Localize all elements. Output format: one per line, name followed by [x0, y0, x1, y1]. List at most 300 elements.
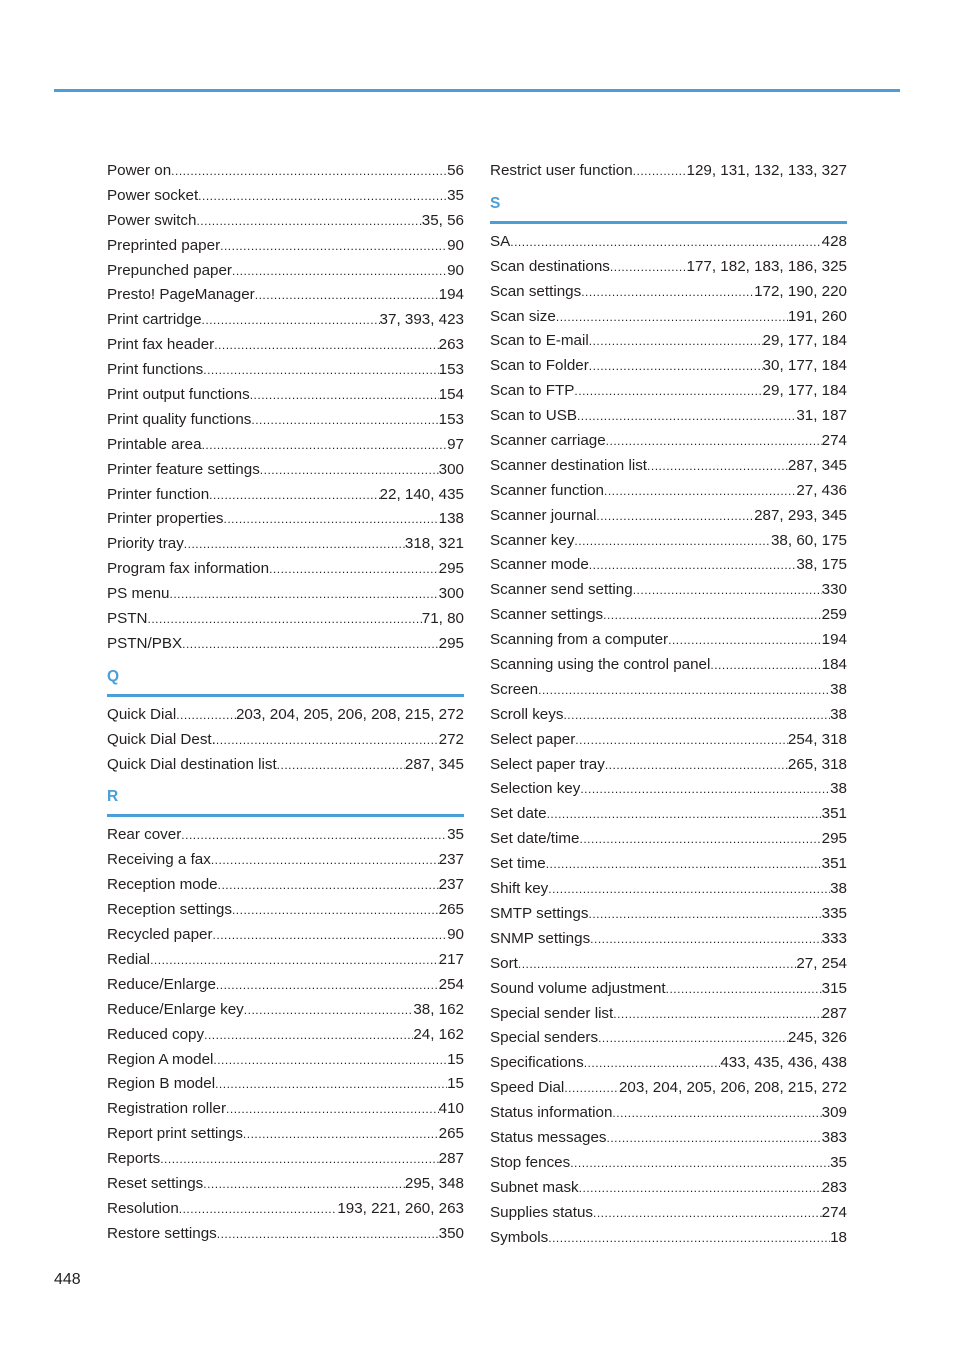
- index-entry: [107, 458, 464, 483]
- index-term: Power socket: [107, 186, 199, 204]
- index-page-refs: 56: [447, 162, 464, 179]
- index-column-left: [107, 159, 464, 1247]
- index-term: Select paper: [490, 730, 576, 748]
- index-term: Status information: [490, 1104, 613, 1122]
- dot-leader: [606, 429, 822, 454]
- index-page-refs: 38: [830, 880, 847, 898]
- index-term: SMTP settings: [490, 904, 589, 922]
- index-entry: [490, 952, 847, 977]
- index-term: Scanner mode: [490, 556, 589, 574]
- dot-leader: [647, 454, 788, 479]
- index-entry: [107, 728, 464, 753]
- index-entry: [107, 333, 464, 358]
- dot-leader: [710, 653, 821, 678]
- index-term: Set date/time: [490, 830, 580, 848]
- index-term: Scanner carriage: [490, 432, 606, 450]
- dot-leader: [598, 1026, 788, 1051]
- dot-leader: [604, 479, 796, 504]
- dot-leader: [184, 532, 405, 557]
- index-entry: [107, 483, 464, 508]
- index-page-refs: 15: [447, 1050, 464, 1068]
- index-term: Redial: [107, 950, 151, 968]
- index-entry: [490, 255, 847, 280]
- index-page-refs: 254: [438, 975, 464, 993]
- dot-leader: [548, 1226, 830, 1251]
- index-entry: [490, 429, 847, 454]
- dot-leader: [171, 159, 447, 184]
- index-page-refs: 35: [447, 826, 464, 844]
- index-entry: [490, 927, 847, 952]
- index-page-refs: 29, 177, 184: [762, 382, 847, 400]
- index-entry: [490, 479, 847, 504]
- index-entry: [107, 308, 464, 333]
- dot-leader: [218, 873, 439, 898]
- index-entry: [490, 653, 847, 678]
- index-page-refs: 274: [821, 1203, 847, 1221]
- dot-leader: [216, 728, 439, 753]
- index-page-refs: 315: [821, 979, 847, 997]
- index-term: Reports: [107, 1150, 161, 1168]
- index-page-refs: 191, 260: [787, 307, 847, 325]
- index-term: Set date: [490, 805, 547, 823]
- index-page-refs: 193, 221, 260, 263: [337, 1199, 464, 1217]
- index-entry: [107, 507, 464, 532]
- dot-leader: [243, 1122, 439, 1147]
- index-entry: [107, 998, 464, 1023]
- index-entry: [107, 582, 464, 607]
- dot-leader: [589, 553, 797, 578]
- index-page-refs: 35: [447, 186, 464, 204]
- dot-leader: [612, 1101, 821, 1126]
- dot-leader: [570, 1151, 830, 1176]
- index-group-s: [490, 230, 847, 1251]
- index-entry: [107, 1172, 464, 1197]
- index-group-p: [107, 159, 464, 657]
- dot-leader: [215, 1072, 447, 1097]
- index-entry: [490, 852, 847, 877]
- index-group-r: [107, 823, 464, 1246]
- dot-leader: [633, 578, 822, 603]
- index-term: Printable area: [107, 435, 202, 453]
- index-page-refs: 217: [438, 950, 464, 968]
- dot-leader: [244, 998, 414, 1023]
- index-term: Scanner journal: [490, 506, 597, 524]
- index-entry: [490, 1051, 847, 1076]
- index-entry: [490, 280, 847, 305]
- index-entry: [490, 1076, 847, 1101]
- index-entry: [490, 1226, 847, 1251]
- index-term: PS menu: [107, 585, 170, 603]
- index-page-refs: 184: [821, 656, 847, 674]
- index-term: Restrict user function: [490, 162, 633, 179]
- index-page-refs: 263: [438, 336, 464, 354]
- index-term: Sort: [490, 954, 518, 972]
- dot-leader: [204, 1023, 413, 1048]
- index-term: Subnet mask: [490, 1178, 579, 1196]
- dot-leader: [202, 308, 380, 333]
- dot-leader: [610, 255, 687, 280]
- index-entry: [490, 1201, 847, 1226]
- index-entry: [490, 802, 847, 827]
- index-page-refs: 97: [447, 435, 464, 453]
- index-term: Region A model: [107, 1050, 214, 1068]
- index-term: Scan to E-mail: [490, 332, 589, 350]
- index-entry: [107, 948, 464, 973]
- index-page-refs: 287, 293, 345: [754, 506, 847, 524]
- index-page-refs: 38: [830, 680, 847, 698]
- index-entry: [490, 877, 847, 902]
- index-term: Reset settings: [107, 1174, 204, 1192]
- dot-leader: [213, 923, 448, 948]
- index-page-refs: 129, 131, 132, 133, 327: [686, 162, 847, 179]
- index-term: Scan to Folder: [490, 357, 589, 375]
- index-term: Sound volume adjustment: [490, 979, 666, 997]
- index-page-refs: 38, 175: [796, 556, 847, 574]
- dot-leader: [277, 753, 405, 778]
- index-term: Resolution: [107, 1199, 179, 1217]
- dot-leader: [574, 529, 771, 554]
- index-page-refs: 274: [821, 432, 847, 450]
- index-term: Scan settings: [490, 282, 582, 300]
- index-page-refs: 351: [821, 805, 847, 823]
- index-page-refs: 153: [438, 361, 464, 379]
- index-term: PSTN/PBX: [107, 634, 183, 652]
- dot-leader: [666, 977, 822, 1002]
- dot-leader: [589, 329, 763, 354]
- section-heading-r: R: [107, 777, 464, 817]
- index-entry: [490, 728, 847, 753]
- index-term: Scan to FTP: [490, 382, 575, 400]
- dot-leader: [198, 184, 447, 209]
- index-entry: [107, 848, 464, 873]
- index-term: Set time: [490, 855, 546, 873]
- index-term: Program fax information: [107, 560, 270, 578]
- index-term: Preprinted paper: [107, 236, 221, 254]
- index-term: Stop fences: [490, 1153, 571, 1171]
- index-entry: [107, 1147, 464, 1172]
- dot-leader: [214, 333, 438, 358]
- index-term: Select paper tray: [490, 755, 605, 773]
- dot-leader: [269, 557, 439, 582]
- dot-leader: [217, 1222, 439, 1247]
- dot-leader: [150, 948, 439, 973]
- index-entry: [490, 753, 847, 778]
- dot-leader: [538, 678, 830, 703]
- index-page-refs: 287, 345: [787, 456, 847, 474]
- dot-leader: [575, 728, 788, 753]
- index-page-refs: 300: [438, 585, 464, 603]
- index-page-refs: 287: [438, 1150, 464, 1168]
- index-term: Power on: [107, 162, 172, 179]
- dot-leader: [548, 877, 830, 902]
- index-entry: [107, 358, 464, 383]
- index-page-refs: 295: [821, 830, 847, 848]
- index-entry: [107, 973, 464, 998]
- dot-leader: [226, 1097, 439, 1122]
- index-term: Reduce/Enlarge: [107, 975, 216, 993]
- dot-leader: [580, 777, 830, 802]
- index-entry: [490, 379, 847, 404]
- index-entry: [107, 184, 464, 209]
- index-term: Scan destinations: [490, 257, 610, 275]
- index-term: Selection key: [490, 780, 581, 798]
- dot-leader: [213, 1048, 447, 1073]
- header-rule: [54, 89, 900, 92]
- index-entry: [107, 383, 464, 408]
- dot-leader: [633, 159, 687, 184]
- dot-leader: [179, 1197, 338, 1222]
- index-group-q: [107, 703, 464, 778]
- index-page-refs: 38, 60, 175: [770, 531, 847, 549]
- index-term: Scanner destination list: [490, 456, 648, 474]
- index-page-refs: 265: [438, 1125, 464, 1143]
- index-entry: [107, 408, 464, 433]
- index-page-refs: 287, 345: [404, 755, 464, 773]
- index-entry: [490, 159, 847, 184]
- index-term: Scanner key: [490, 531, 575, 549]
- dot-leader: [224, 507, 439, 532]
- index-entry: [490, 777, 847, 802]
- index-page-refs: 295: [438, 560, 464, 578]
- index-entry: [490, 553, 847, 578]
- index-page-refs: 22, 140, 435: [379, 485, 464, 503]
- index-entry: [107, 1023, 464, 1048]
- index-term: Screen: [490, 680, 539, 698]
- index-entry: [107, 1197, 464, 1222]
- index-term: Symbols: [490, 1228, 549, 1246]
- index-entry: [490, 578, 847, 603]
- dot-leader: [580, 827, 822, 852]
- index-page-refs: 237: [438, 851, 464, 869]
- index-page-refs: 38: [830, 705, 847, 723]
- index-entry: [107, 159, 464, 184]
- index-page-refs: 330: [821, 581, 847, 599]
- dot-leader: [160, 1147, 438, 1172]
- dot-leader: [668, 628, 822, 653]
- dot-leader: [169, 582, 438, 607]
- index-page-refs: 15: [447, 1075, 464, 1093]
- index-term: Scanning using the control panel: [490, 656, 711, 674]
- index-entry: [490, 902, 847, 927]
- index-term: Rear cover: [107, 826, 182, 844]
- index-entry: [107, 259, 464, 284]
- index-entry: [107, 923, 464, 948]
- index-term: Scan to USB: [490, 407, 577, 425]
- index-term: Shift key: [490, 880, 549, 898]
- index-entry: [107, 1122, 464, 1147]
- section-heading-q: Q: [107, 657, 464, 697]
- index-entry: [107, 753, 464, 778]
- index-entry: [107, 1048, 464, 1073]
- index-entry: [107, 1222, 464, 1247]
- dot-leader: [613, 1002, 821, 1027]
- index-page-refs: 237: [438, 876, 464, 894]
- dot-leader: [574, 379, 762, 404]
- index-page-refs: 194: [438, 286, 464, 304]
- dot-leader: [148, 607, 422, 632]
- index-term: Print functions: [107, 361, 204, 379]
- index-entry: [490, 1151, 847, 1176]
- index-column-right: [490, 159, 847, 1250]
- index-term: Quick Dial: [107, 705, 177, 723]
- index-term: Scanner function: [490, 481, 604, 499]
- dot-leader: [216, 973, 439, 998]
- index-page-refs: 335: [821, 904, 847, 922]
- index-page-refs: 428: [821, 232, 847, 250]
- index-entry: [490, 529, 847, 554]
- index-page-refs: 333: [821, 929, 847, 947]
- index-term: Supplies status: [490, 1203, 593, 1221]
- index-page-refs: 27, 254: [796, 954, 847, 972]
- dot-leader: [605, 753, 788, 778]
- dot-leader: [182, 632, 439, 657]
- dot-leader: [603, 603, 822, 628]
- index-page-refs: 29, 177, 184: [762, 332, 847, 350]
- index-page-refs: 295: [438, 634, 464, 652]
- dot-leader: [176, 703, 236, 728]
- index-term: Print cartridge: [107, 311, 202, 329]
- index-entry: [107, 433, 464, 458]
- index-page-refs: 295, 348: [404, 1174, 464, 1192]
- index-term: Scanning from a computer: [490, 631, 669, 649]
- index-entry: [107, 234, 464, 259]
- index-page-refs: 90: [447, 236, 464, 254]
- index-term: Printer feature settings: [107, 460, 260, 478]
- index-entry: [490, 1026, 847, 1051]
- dot-leader: [577, 404, 796, 429]
- dot-leader: [589, 354, 763, 379]
- index-entry: [490, 827, 847, 852]
- index-entry: [490, 1176, 847, 1201]
- dot-leader: [260, 458, 439, 483]
- index-entry: [107, 283, 464, 308]
- index-page-refs: 27, 436: [796, 481, 847, 499]
- index-entry: [490, 678, 847, 703]
- index-entry: [490, 454, 847, 479]
- index-term: Scroll keys: [490, 705, 564, 723]
- dot-leader: [584, 1051, 721, 1076]
- dot-leader: [596, 504, 754, 529]
- index-entry: [490, 628, 847, 653]
- dot-leader: [255, 283, 439, 308]
- index-page-refs: 154: [438, 386, 464, 404]
- index-page-refs: 265, 318: [787, 755, 847, 773]
- dot-leader: [563, 703, 830, 728]
- index-entry: [490, 329, 847, 354]
- index-entry: [107, 209, 464, 234]
- index-term: Reduce/Enlarge key: [107, 1000, 244, 1018]
- index-term: PSTN: [107, 610, 148, 628]
- index-page-refs: 35: [830, 1153, 847, 1171]
- dot-leader: [607, 1126, 822, 1151]
- index-entry: [107, 557, 464, 582]
- index-entry: [107, 1072, 464, 1097]
- index-page-refs: 259: [821, 606, 847, 624]
- index-entry: [490, 504, 847, 529]
- index-term: Reception mode: [107, 876, 218, 894]
- index-entry: [107, 873, 464, 898]
- index-term: Scan size: [490, 307, 556, 325]
- index-term: Specifications: [490, 1054, 584, 1072]
- index-group-r-continued: [490, 159, 847, 184]
- dot-leader: [590, 927, 821, 952]
- index-page-refs: 153: [438, 410, 464, 428]
- index-page-refs: 37, 393, 423: [379, 311, 464, 329]
- index-term: Report print settings: [107, 1125, 243, 1143]
- dot-leader: [203, 358, 438, 383]
- index-page-refs: 272: [438, 730, 464, 748]
- dot-leader: [232, 259, 447, 284]
- index-entry: [490, 977, 847, 1002]
- index-page-refs: 351: [821, 855, 847, 873]
- index-term: Print fax header: [107, 336, 215, 354]
- page-number: 448: [54, 1271, 81, 1288]
- dot-leader: [202, 433, 448, 458]
- index-page-refs: 172, 190, 220: [754, 282, 847, 300]
- dot-leader: [510, 230, 821, 255]
- index-term: Recycled paper: [107, 926, 213, 944]
- index-term: SNMP settings: [490, 929, 591, 947]
- index-term: Quick Dial Dest.: [107, 730, 216, 748]
- index-entry: [490, 1101, 847, 1126]
- section-heading-s: S: [490, 184, 847, 224]
- index-term: Special senders: [490, 1029, 599, 1047]
- index-page-refs: 138: [438, 510, 464, 528]
- dot-leader: [196, 209, 421, 234]
- index-page-refs: 350: [438, 1224, 464, 1242]
- index-page-refs: 410: [438, 1100, 464, 1118]
- index-page-refs: 35, 56: [421, 211, 464, 229]
- index-page-refs: 90: [447, 261, 464, 279]
- dot-leader: [232, 898, 439, 923]
- index-page-refs: 30, 177, 184: [762, 357, 847, 375]
- dot-leader: [546, 852, 822, 877]
- index-page-refs: 254, 318: [787, 730, 847, 748]
- index-term: Speed Dial: [490, 1079, 565, 1097]
- dot-leader: [556, 305, 788, 330]
- index-page-refs: 38, 162: [413, 1000, 464, 1018]
- index-page-refs: 24, 162: [413, 1025, 464, 1043]
- dot-leader: [211, 848, 439, 873]
- index-term: Printer properties: [107, 510, 224, 528]
- index-term: Presto! PageManager: [107, 286, 255, 304]
- dot-leader: [220, 234, 447, 259]
- index-page-refs: 203, 204, 205, 206, 208, 215, 272: [618, 1079, 847, 1097]
- index-page-refs: 300: [438, 460, 464, 478]
- index-page-refs: 318, 321: [404, 535, 464, 553]
- dot-leader: [579, 1176, 822, 1201]
- dot-leader: [593, 1201, 822, 1226]
- index-page-refs: 383: [821, 1128, 847, 1146]
- index-entry: [490, 305, 847, 330]
- index-term: Scanner send setting: [490, 581, 633, 599]
- index-term: Print quality functions: [107, 410, 252, 428]
- dot-leader: [581, 280, 754, 305]
- dot-leader: [564, 1076, 619, 1101]
- index-term: Registration roller: [107, 1100, 227, 1118]
- index-term: Restore settings: [107, 1224, 217, 1242]
- index-page-refs: 245, 326: [787, 1029, 847, 1047]
- index-entry: [490, 1002, 847, 1027]
- index-entry: [490, 703, 847, 728]
- index-page-refs: 177, 182, 183, 186, 325: [686, 257, 847, 275]
- index-page-refs: 309: [821, 1104, 847, 1122]
- dot-leader: [181, 823, 447, 848]
- dot-leader: [209, 483, 379, 508]
- dot-leader: [251, 408, 438, 433]
- index-entry: [107, 703, 464, 728]
- index-term: Quick Dial destination list: [107, 755, 277, 773]
